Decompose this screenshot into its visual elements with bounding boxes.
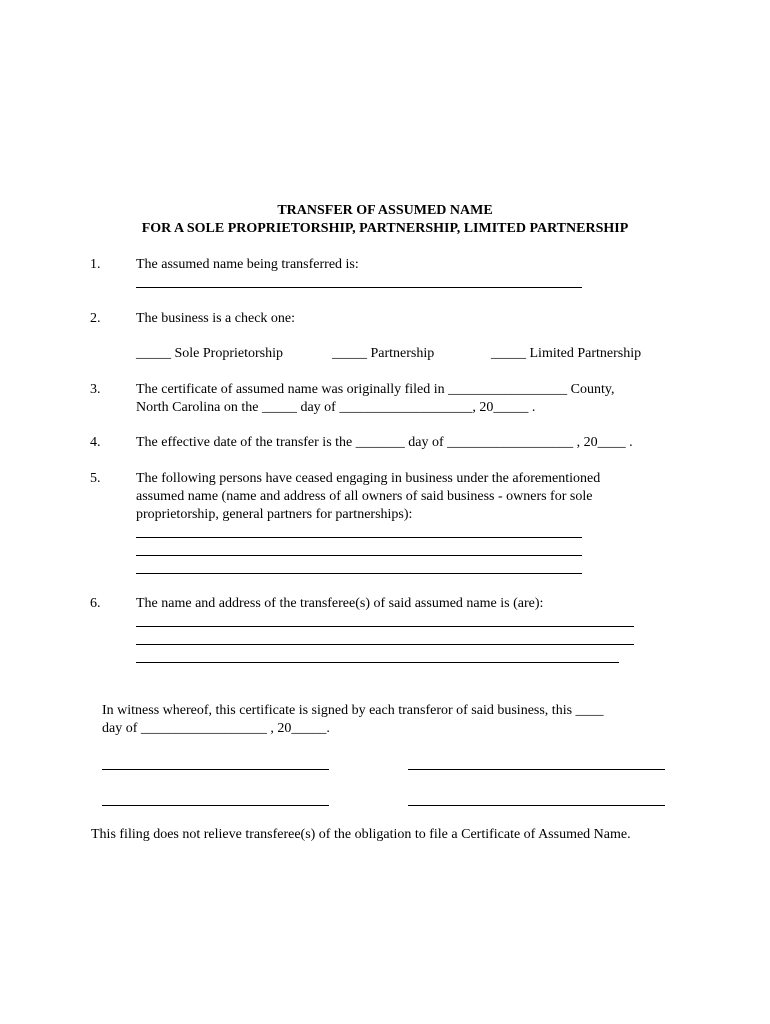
item-3-text-line2: North Carolina on the _____ day of ___________________, 20_____ . <box>136 400 536 415</box>
assumed-name-field[interactable] <box>136 287 582 288</box>
item-3-text-line1: The certificate of assumed name was originally filed in _________________ County, <box>136 382 615 397</box>
transferee-field-2[interactable] <box>136 644 634 645</box>
item-4-number: 4. <box>90 435 101 450</box>
item-1-text: The assumed name being transferred is: <box>136 257 359 272</box>
option-partnership[interactable]: _____ Partnership <box>332 346 435 361</box>
former-owners-field-2[interactable] <box>136 555 582 556</box>
item-2-text: The business is a check one: <box>136 311 296 326</box>
item-3-number: 3. <box>90 382 101 397</box>
option-limited-partnership[interactable]: _____ Limited Partnership <box>491 346 642 361</box>
item-5-text-line1: The following persons have ceased engaging in business under the aforementioned <box>136 471 601 486</box>
transferee-field-3[interactable] <box>136 662 619 663</box>
item-6-number: 6. <box>90 596 101 611</box>
item-5-number: 5. <box>90 471 101 486</box>
witness-text-line1: In witness whereof, this certificate is signed by each transferor of said business, this ____ <box>102 703 604 718</box>
item-6-text: The name and address of the transferee(s) of said assumed name is (are): <box>136 596 544 611</box>
item-4-text: The effective date of the transfer is the _______ day of __________________ , 20____ . <box>136 435 633 450</box>
document-title: TRANSFER OF ASSUMED NAME <box>277 203 493 218</box>
signature-line-4[interactable] <box>408 805 665 806</box>
footer-note: This filing does not relieve transferee(s) of the obligation to file a Certificate of Assumed Name. <box>91 827 631 842</box>
item-5-text-line2: assumed name (name and address of all owners of said business - owners for sole <box>136 489 593 504</box>
signature-line-2[interactable] <box>408 769 665 770</box>
transferee-field-1[interactable] <box>136 626 634 627</box>
document-subtitle: FOR A SOLE PROPRIETORSHIP, PARTNERSHIP, LIMITED PARTNERSHIP <box>141 221 629 236</box>
signature-line-1[interactable] <box>102 769 329 770</box>
item-2-number: 2. <box>90 311 101 326</box>
former-owners-field-1[interactable] <box>136 537 582 538</box>
option-sole-proprietorship[interactable]: _____ Sole Proprietorship <box>136 346 283 361</box>
witness-text-line2: day of __________________ , 20_____. <box>102 721 330 736</box>
item-1-number: 1. <box>90 257 101 272</box>
former-owners-field-3[interactable] <box>136 573 582 574</box>
item-5-text-line3: proprietorship, general partners for partnerships): <box>136 507 413 522</box>
signature-line-3[interactable] <box>102 805 329 806</box>
